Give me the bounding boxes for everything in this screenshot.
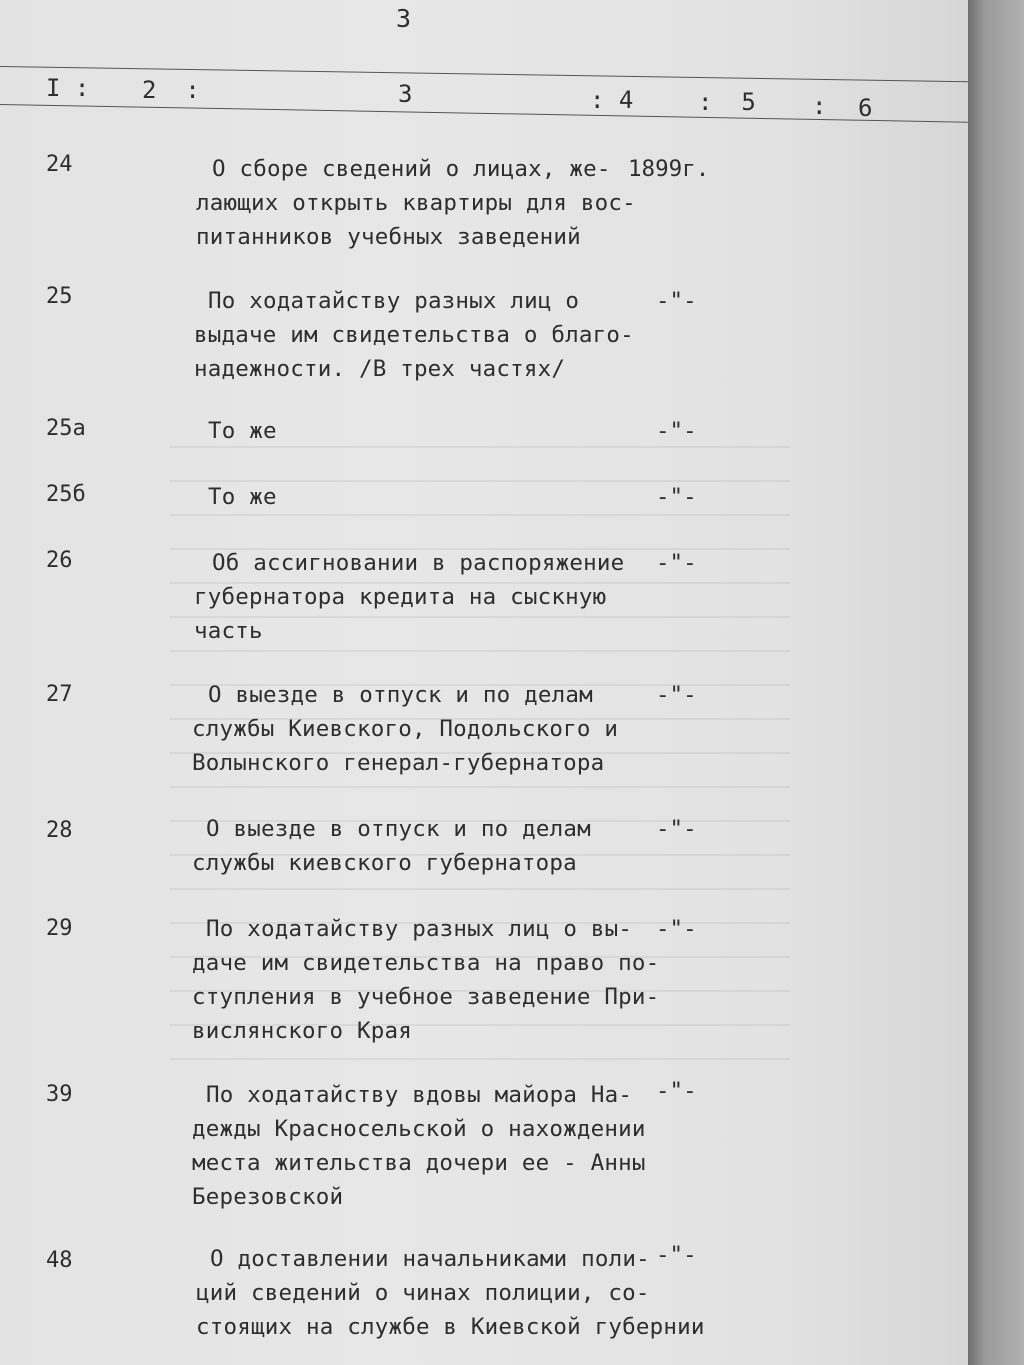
entry-title-line: питанников учебных заведений xyxy=(196,224,581,250)
column-header-3: 3 xyxy=(398,80,413,108)
entry-title-line: По ходатайству вдовы майора На- xyxy=(206,1082,633,1108)
entry-date: -"- xyxy=(656,288,697,314)
entry-date: -"- xyxy=(656,418,697,444)
column-header-sep: : xyxy=(812,92,827,120)
entry-number: 28 xyxy=(46,818,73,843)
entry-title-line: Березовской xyxy=(192,1184,344,1210)
entry-date: -"- xyxy=(656,484,697,510)
entry-title-line: стоящих на службе в Киевской губернии xyxy=(196,1314,705,1340)
entry-number: 26 xyxy=(46,548,73,573)
entry-title-line: О сборе сведений о лицах, же- xyxy=(212,156,611,182)
entry-title xyxy=(196,1242,730,1344)
entry-title-line: службы киевского губернатора xyxy=(192,850,577,876)
entry-title-line: лающих открыть квартиры для вос- xyxy=(196,190,636,216)
column-header-1: I : xyxy=(46,74,90,102)
column-header-4: : 4 xyxy=(590,86,634,114)
entry-title-line: часть xyxy=(194,618,263,644)
page-number: 3 xyxy=(396,4,413,33)
entry-title-line: выдаче им свидетельства о благо- xyxy=(194,322,634,348)
column-header-6: 6 xyxy=(858,94,873,122)
entry-title-line: То же xyxy=(208,418,277,444)
entry-title xyxy=(194,546,732,648)
entry-title-line: ступления в учебное заведение При- xyxy=(192,984,660,1010)
entry-title xyxy=(194,284,728,386)
entry-title-line: ций сведений о чинах полиции, со- xyxy=(196,1280,650,1306)
entry-title-line: места жительства дочери ее - Анны xyxy=(192,1150,646,1176)
entry-number: 29 xyxy=(46,916,73,941)
entry-title-line: Волынского генерал-губернатора xyxy=(192,750,605,776)
entry-title-line: По ходатайству разных лиц о вы- xyxy=(206,916,633,942)
entry-title xyxy=(192,1078,726,1214)
entry-date: -"- xyxy=(656,550,697,576)
column-header-2: 2 : xyxy=(142,76,200,104)
entry-title-line: По ходатайству разных лиц о xyxy=(208,288,580,314)
entry-date: -"- xyxy=(656,1242,697,1268)
entry-title-line: вислянского Края xyxy=(192,1018,412,1044)
entry-title-line: дежды Красносельской о нахождении xyxy=(192,1116,646,1142)
column-header-5: : 5 xyxy=(698,88,756,116)
entry-title-line: губернатора кредита на сыскную xyxy=(194,584,607,610)
entry-number: 48 xyxy=(46,1248,73,1273)
entry-title xyxy=(192,912,726,1048)
page-edge-shadow xyxy=(968,0,1024,1365)
entry-number: 25а xyxy=(46,416,86,441)
entry-title-line: О выезде в отпуск и по делам xyxy=(208,682,593,708)
entry-number: 39 xyxy=(46,1082,73,1107)
entry-title-line: службы Киевского, Подольского и xyxy=(192,716,619,742)
entry-title xyxy=(208,414,728,448)
entry-title-line: О выезде в отпуск и по делам xyxy=(206,816,591,842)
entry-title-line: О доставлении начальниками поли- xyxy=(210,1246,650,1272)
entry-title-line: даче им свидетельства на право по- xyxy=(192,950,660,976)
entry-date: -"- xyxy=(656,816,697,842)
entry-date: 1899г. xyxy=(628,156,710,182)
entry-number: 24 xyxy=(46,152,73,177)
entry-date: -"- xyxy=(656,682,697,708)
entry-title-line: надежности. /В трех частях/ xyxy=(194,356,566,382)
entry-number: 25б xyxy=(46,482,86,507)
entry-title xyxy=(208,480,728,514)
entry-title-line: То же xyxy=(208,484,277,510)
entry-number: 27 xyxy=(46,682,73,707)
entry-title xyxy=(192,678,728,780)
entry-date: -"- xyxy=(656,916,697,942)
entry-number: 25 xyxy=(46,284,73,309)
entry-title-line: Об ассигновании в распоряжение xyxy=(212,550,625,576)
entry-date: -"- xyxy=(656,1078,697,1104)
entry-title xyxy=(192,812,726,880)
